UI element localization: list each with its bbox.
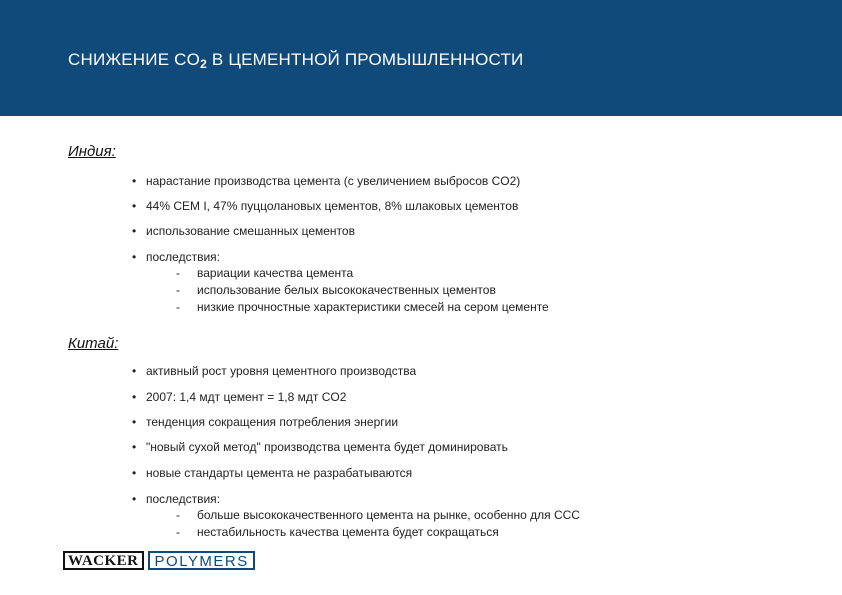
india-bullet: • использование смешанных цементов (132, 224, 355, 238)
title-subscript: 2 (200, 57, 207, 71)
logo-polymers: POLYMERS (148, 551, 255, 570)
china-bullet: • активный рост уровня цементного производства (132, 364, 417, 378)
india-bullet: • 44% CEM I, 47% пуццолановых цементов, 8% шлаковых цементов (132, 199, 519, 213)
china-consequence: - нестабильность качества цемента будет сокращаться (176, 525, 499, 539)
china-bullet: • тенденция сокращения потребления энергии (132, 415, 399, 429)
china-bullet: • 2007: 1,4 мдт цемент = 1,8 мдт CO2 (132, 390, 347, 404)
china-bullet: • новые стандарты цемента не разрабатываются (132, 466, 413, 480)
india-consequence: - низкие прочностные характеристики смесей на сером цементе (176, 300, 549, 314)
page-title: СНИЖЕНИЕ CO2 В ЦЕМЕНТНОЙ ПРОМЫШЛЕННОСТИ (68, 50, 524, 71)
india-consequence: - использование белых высококачественных цементов (176, 283, 496, 297)
header-banner (0, 0, 842, 116)
china-heading: Китай: (68, 335, 119, 352)
logo-wacker: WACKER (63, 551, 144, 570)
china-consequence: - больше высококачественного цемента на рынке, особенно для ССС (176, 508, 580, 522)
india-consequence: - вариации качества цемента (176, 266, 354, 280)
india-bullet: • нарастание производства цемента (с увеличением выбросов CO2) (132, 174, 521, 188)
wacker-polymers-logo (63, 551, 255, 570)
china-bullet: • "новый сухой метод" производства цемента будет доминировать (132, 440, 508, 454)
china-bullet: • последствия: (132, 492, 220, 506)
india-heading: Индия: (68, 143, 116, 160)
india-bullet: • последствия: (132, 250, 220, 264)
